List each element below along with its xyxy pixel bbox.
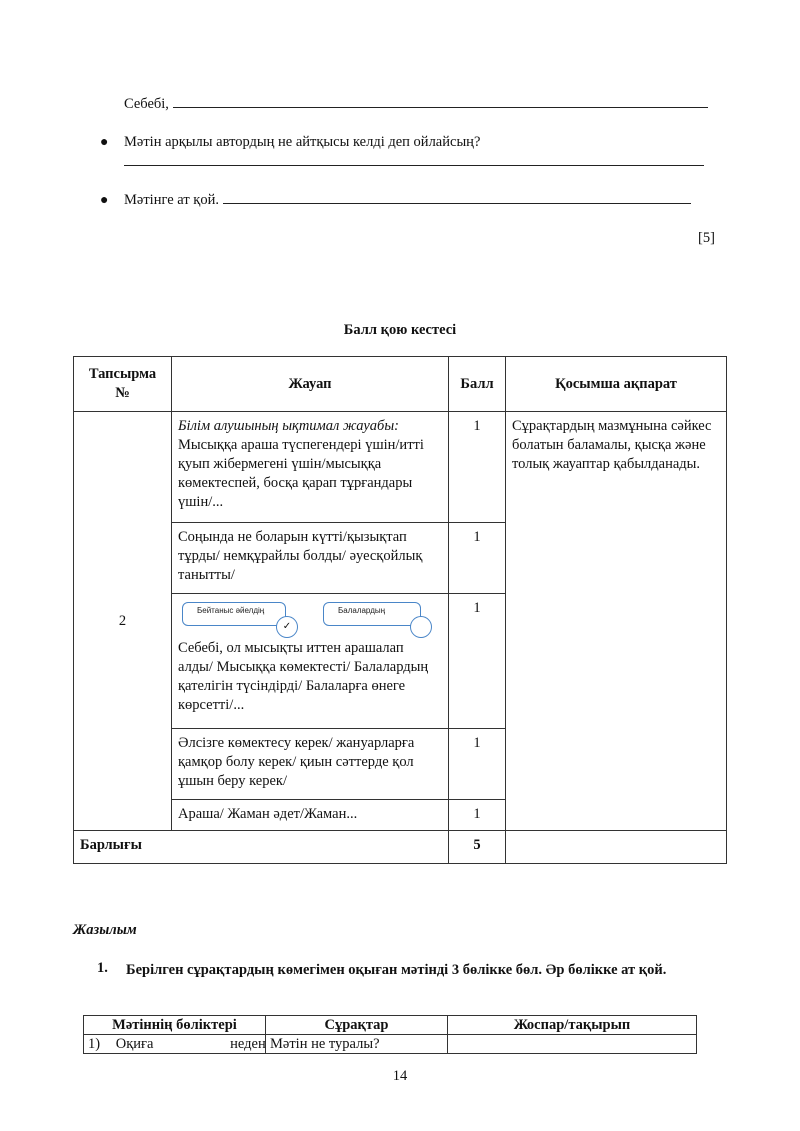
- answer-text: Мысыққа араша түспегендері үшін/итті қуып жібермегені үшін/мысыққа көмектеспей, босқа қарап тұрғандары үшін/...: [178, 437, 424, 510]
- section-title: Жазылым: [73, 922, 137, 938]
- score-cell: 1: [449, 523, 506, 594]
- max-score-mark: [5]: [698, 230, 715, 246]
- plan-part-text: Оқиға неден: [115, 1036, 266, 1052]
- answer-cell: Әлсізге көмектесу керек/ жануарларға қамқор болу керек/ қиын сәттерде қол ұшын беру керек/: [172, 729, 449, 800]
- score-cell: 1: [449, 594, 506, 729]
- header-task: Тапсырма №: [74, 357, 172, 412]
- header-score: Балл: [449, 357, 506, 412]
- plan-header-parts: Мәтіннің бөліктері: [84, 1016, 266, 1035]
- table-title: Балл қою кестесі: [343, 322, 457, 338]
- task-instruction: Берілген сұрақтардың көмегімен оқыған мәтінді 3 бөлікке бөл. Әр бөлікке ат қой.: [126, 962, 667, 978]
- plan-header-row: [84, 1016, 697, 1035]
- bullet-question-1: Мәтін арқылы автордың не айтқысы келді деп ойлайсың?: [124, 134, 481, 150]
- diagram-bubbles: [178, 599, 442, 639]
- bubble-right: Балалардың: [323, 602, 421, 626]
- score-cell: 1: [449, 729, 506, 800]
- score-cell: 1: [449, 800, 506, 831]
- answer-intro: Білім алушының ықтимал жауабы:: [178, 418, 399, 434]
- table-row: [74, 412, 727, 523]
- answer-text: Себебі, ол мысықты иттен арашалап алды/ Мысыққа көмектесті/ Балалардың қателігін түсіндірді/ Балаларға өнеге көрсетті/...: [178, 640, 429, 713]
- plan-row: [84, 1035, 697, 1054]
- reason-answer-line[interactable]: [173, 107, 708, 108]
- task-number-label: 1.: [97, 960, 108, 976]
- title-answer-line[interactable]: [223, 203, 691, 204]
- bullet-dot: ●: [100, 135, 109, 150]
- plan-header-plan: Жоспар/тақырып: [448, 1016, 697, 1035]
- plan-question-cell: Мәтін не туралы?: [266, 1035, 448, 1054]
- total-label: Барлығы: [74, 831, 449, 864]
- empty-circle-icon[interactable]: [410, 616, 432, 638]
- reason-label: Себебі,: [124, 96, 169, 112]
- plan-part-cell: [84, 1035, 266, 1054]
- plan-answer-cell[interactable]: [448, 1035, 697, 1054]
- header-answer: Жауап: [172, 357, 449, 412]
- plan-table: [83, 1015, 697, 1054]
- extra-info: Сұрақтардың мазмұнына сәйкес болатын баламалы, қысқа және толық жауаптар қабылданады.: [506, 412, 727, 831]
- answer-cell: [172, 594, 449, 729]
- bullet-dot: ●: [100, 193, 109, 208]
- bubble-left: Бейтаныс әйелдің: [182, 602, 286, 626]
- scoring-table: [73, 356, 727, 864]
- score-cell: 1: [449, 412, 506, 523]
- plan-part-number: 1): [88, 1036, 101, 1052]
- answer-cell: Соңында не боларын күтті/қызықтап тұрды/ немқұрайлы болды/ әуесқойлық танытты/: [172, 523, 449, 594]
- header-extra: Қосымша ақпарат: [506, 357, 727, 412]
- bullet-question-2: [124, 192, 691, 209]
- title-prompt: Мәтінге ат қой.: [124, 192, 219, 208]
- header-row: [74, 357, 727, 412]
- plan-header-questions: Сұрақтар: [266, 1016, 448, 1035]
- answer-line-1[interactable]: [124, 165, 704, 166]
- reason-line: [124, 96, 708, 113]
- page-number: 14: [392, 1068, 408, 1084]
- answer-cell: Араша/ Жаман әдет/Жаман...: [172, 800, 449, 831]
- task-number: 2: [74, 412, 172, 831]
- total-score: 5: [449, 831, 506, 864]
- check-icon: ✓: [276, 616, 298, 638]
- total-row: [74, 831, 727, 864]
- answer-cell: [172, 412, 449, 523]
- total-extra: [506, 831, 727, 864]
